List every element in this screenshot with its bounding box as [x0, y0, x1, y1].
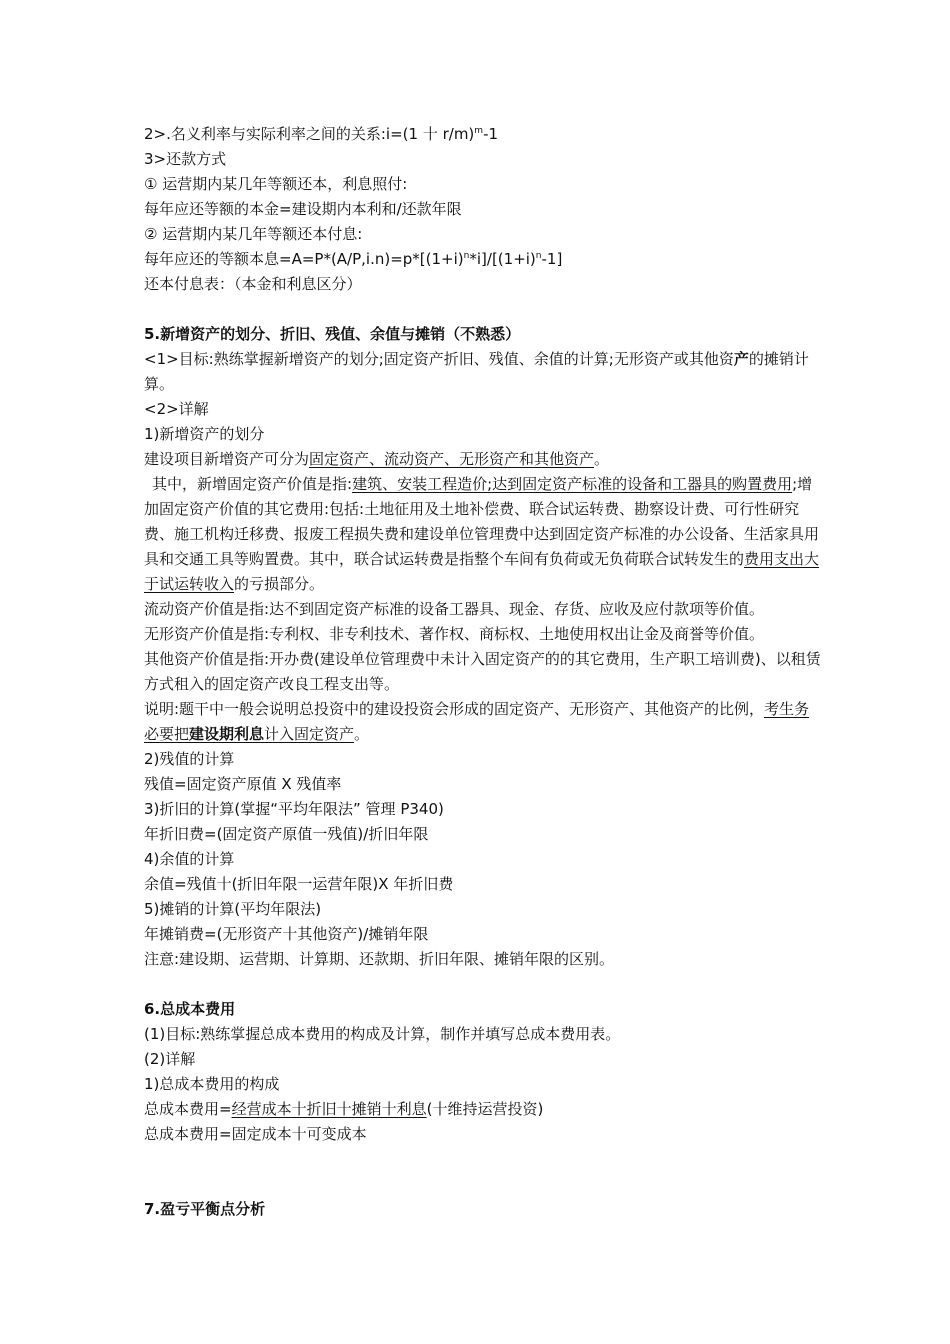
text-run: 建设项目新增资产可分为 — [144, 450, 310, 468]
text-run: 其中，新增固定资产价值是指: — [152, 475, 353, 493]
text-line: 总成本费用=固定成本十可变成本 — [144, 1125, 367, 1143]
underlined-text: 固定资产、流动资产、无形资产和其他资产 — [309, 450, 595, 468]
text-run: *i]/[(1+i) — [469, 250, 536, 268]
text-line — [144, 447, 824, 472]
underlined-text: 经营成本十折旧十摊销十利息 — [231, 1100, 427, 1118]
text-line: 每年应还等额的本金=建设期内本利和/还款年限 — [144, 200, 462, 218]
superscript: m — [474, 126, 484, 136]
text-line: 4)余值的计算 — [144, 850, 235, 868]
text-line: 年折旧费=(固定资产原值一残值)/折旧年限 — [144, 825, 429, 843]
text-line: ② 运营期内某几年等额还本付息: — [144, 225, 363, 243]
text-run: 的亏损部分。 — [234, 575, 325, 593]
paragraph — [144, 697, 824, 747]
paragraph — [144, 347, 824, 397]
text-line: ① 运营期内某几年等额还本，利息照付: — [144, 175, 408, 193]
text-line: (2)详解 — [144, 1050, 196, 1068]
text-run: <1>目标:熟练掌握新增资产的划分;固定资产折旧、残值、余值的计算;无形资产或其他资 — [144, 350, 734, 368]
text-line — [144, 1097, 824, 1122]
text-line: (1)目标:熟练掌握总成本费用的构成及计算，制作并填写总成本费用表。 — [144, 1025, 621, 1043]
text-line: 还本付息表：（本金和利息区分） — [144, 275, 362, 293]
underlined-bold-text: 建设期利息 — [189, 725, 265, 743]
underlined-text: 建筑、安装工程造价;达到固定资产标准的设备和工器具的购置费用 — [352, 475, 793, 493]
text-line — [144, 247, 824, 272]
text-line: 3>还款方式 — [144, 150, 227, 168]
bold-text: 产 — [733, 350, 749, 368]
text-run: 的摊销计算。 — [144, 350, 809, 393]
text-run: 说明:题干中一般会说明总投资中的建设投资会形成的固定资产、无形资产、其他资产的比例， — [144, 700, 765, 718]
underlined-text: 计入固定资产 — [264, 725, 355, 743]
text-run: 。 — [354, 725, 370, 743]
text-line: 年摊销费=(无形资产十其他资产)/摊销年限 — [144, 925, 429, 943]
text-run: 。 — [594, 450, 610, 468]
superscript: n — [535, 251, 542, 261]
text-run: 总成本费用= — [144, 1100, 232, 1118]
text-line: 1)新增资产的划分 — [144, 425, 265, 443]
text-line: 残值=固定资产原值 X 残值率 — [144, 775, 342, 793]
paragraph: 无形资产价值是指:专利权、非专利技术、著作权、商标权、土地使用权出让金及商誉等价值。 — [144, 625, 765, 643]
text-line: 1)总成本费用的构成 — [144, 1075, 280, 1093]
document-body — [144, 122, 824, 1222]
paragraph — [144, 472, 824, 597]
section-heading: 7.盈亏平衡点分析 — [144, 1200, 266, 1218]
text-line — [144, 122, 824, 147]
section-heading: 6.总成本费用 — [144, 1000, 236, 1018]
underlined-text: 考生务必要把 — [144, 700, 810, 743]
superscript: n — [463, 251, 470, 261]
text-run: -1 — [483, 125, 499, 143]
text-run: -1] — [541, 250, 563, 268]
text-line: 2)残值的计算 — [144, 750, 235, 768]
section-heading: 5.新增资产的划分、折旧、残值、余值与摊销（不熟悉） — [144, 325, 521, 343]
text-line: 注意:建设期、运营期、计算期、还款期、折旧年限、摊销年限的区别。 — [144, 950, 615, 968]
text-run: 2>.名义利率与实际利率之间的关系:i=(1 十 r/m) — [144, 125, 475, 143]
text-line: 余值=残值十(折旧年限一运营年限)X 年折旧费 — [144, 875, 454, 893]
paragraph: 流动资产价值是指:达不到固定资产标准的设备工器具、现金、存货、应收及应付款项等价值。 — [144, 600, 765, 618]
text-run: ;增加固定资产价值的其它费用:包括:土地征用及土地补偿费、联合试运转费、勘察设计费、可行性研究费、施工机构迁移费、报废工程损失费和建设单位管理费中达到固定资产标准的办公设备、生活家具用具和交通工具等购置费。其中，联合试运转费是指整个车间有负荷或无负荷联合试转发生的 — [144, 475, 820, 568]
text-line: <2>详解 — [144, 400, 209, 418]
text-run: 每年应还的等额本息=A=P*(A/P,i.n)=p*[(1+i) — [144, 250, 464, 268]
text-run: (十维持运营投资) — [426, 1100, 544, 1118]
paragraph: 其他资产价值是指:开办费(建设单位管理费中未计入固定资产的的其它费用，生产职工培训费)、以租赁方式租入的固定资产改良工程支出等。 — [144, 650, 821, 693]
underlined-text: 费用支出大于试运转收入 — [144, 550, 820, 593]
text-line: 5)摊销的计算(平均年限法) — [144, 900, 322, 918]
text-line: 3)折旧的计算(掌握“平均年限法” 管理 P340) — [144, 800, 444, 818]
